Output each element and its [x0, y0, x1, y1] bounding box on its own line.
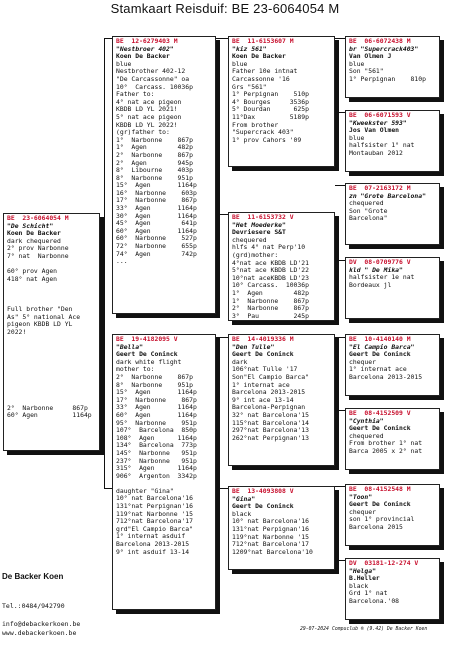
card-line: chequer — [349, 357, 376, 366]
card-line — [7, 359, 96, 367]
page-title: Stamkaart Reisduif: BE 23-6064054 M — [110, 1, 340, 16]
card-line: 4° Bourges 3536p — [232, 97, 309, 106]
card-line: blue — [349, 59, 365, 68]
connector-fm-fmf — [335, 185, 345, 186]
card-line: 17° Narbonne 867p — [116, 395, 197, 404]
card-line: 72° Narbonne 655p — [116, 242, 197, 251]
owner-name: Geert De Coninck — [232, 350, 294, 359]
card-line: 8° Narbonne 951p — [116, 173, 193, 182]
pedigree-card-mff — [345, 334, 440, 396]
card-line: dark white flight — [116, 357, 182, 366]
pedigree-card-fmf — [345, 183, 440, 245]
card-line: hlfs 4° nat Perp'10 — [232, 243, 306, 252]
connector-mf-mff — [335, 337, 345, 338]
card-line: 4° nat ace pigeon — [116, 97, 182, 106]
pigeon-name: "Den Tulle" — [232, 342, 275, 351]
owner-name: B.Heller — [349, 574, 380, 583]
connector-fm-fmm — [335, 260, 345, 261]
card-line: chequered — [349, 431, 384, 440]
owner-name: Geert De Coninck — [116, 350, 178, 359]
card-line: 60° Agen 1164p — [7, 411, 92, 420]
card-line: 131°nat Perpignan'16 — [116, 502, 193, 511]
card-line: 106°nat Tulle '17 — [232, 365, 298, 374]
card-line: Montauban 2012 — [349, 148, 403, 157]
card-line — [7, 337, 96, 345]
card-line: Barcelona 2013-2015 — [232, 388, 306, 397]
owner-name: Devriesere S&T — [232, 228, 286, 237]
card-line: 4°nat ace KBDB LD'21 — [232, 258, 309, 267]
card-line — [7, 382, 96, 390]
card-line: Grd 1° nat — [349, 589, 388, 598]
card-line: 712°nat Barcelona'17 — [232, 540, 309, 549]
card-line: 8° Narbonne 951p — [116, 380, 193, 389]
card-line: 60° prov Agen — [7, 267, 58, 276]
owner-name: Koen De Backer — [7, 229, 61, 238]
card-line: 5°nat ace KBDB LD'22 — [232, 266, 309, 275]
card-line: halfsister 1e nat — [349, 273, 415, 282]
card-line: Nestbrother 402-12 — [116, 67, 186, 76]
owner-name: Geert De Coninck — [349, 500, 411, 509]
card-line: halfsister 1° nat — [349, 141, 415, 150]
ring-number: BE 08-4152509 V — [349, 409, 411, 417]
pedigree-card-mm — [228, 486, 335, 570]
card-line: (grd)mother: — [232, 250, 279, 259]
card-line: 1° internat ace — [232, 380, 290, 389]
card-line: 17° Narbonne 867p — [116, 196, 197, 205]
card-line: 131°nat Perpignan'16 — [232, 524, 309, 533]
card-line: 10° Carcass. 10036p — [232, 281, 309, 290]
card-line: mother to: — [116, 365, 155, 374]
breeder-name: De Backer Koen — [2, 572, 64, 581]
ring-number: BE 14-4019336 M — [232, 335, 294, 343]
card-line: 1° prov Cahors '09 — [232, 135, 302, 144]
card-line: 1° Perpignan 810p — [349, 74, 426, 83]
connector-ff-fff — [335, 38, 345, 39]
connector-mm-mmm — [335, 560, 345, 561]
footer-date: 29-07-2024 — [300, 627, 329, 632]
card-line: 16° Narbonne 603p — [116, 188, 197, 197]
ring-number: BE 10-4140140 M — [349, 335, 411, 343]
card-line: 712°nat Barcelona'17 — [116, 517, 193, 526]
card-line: 74° Agen 742p — [116, 249, 197, 258]
card-line: 145° Narbonne 951p — [116, 448, 197, 457]
card-line: Full brother "Den — [7, 305, 73, 314]
pedigree-card-mfm — [345, 408, 440, 470]
pigeon-name: zn "Grote Barcelona" — [349, 191, 426, 200]
card-line: 1° Perpignan 510p — [232, 90, 309, 99]
card-line: 119°nat Narbonne '15 — [116, 509, 193, 518]
card-line: 2° Narbonne 867p — [7, 403, 88, 412]
ring-number: DV 03181-12-274 V — [349, 559, 419, 567]
ring-number: BE 06-6071593 V — [349, 111, 411, 119]
ring-number: BE 11-6153732 V — [232, 213, 294, 221]
card-line — [7, 367, 96, 375]
card-line: 119°nat Narbonne '15 — [232, 532, 309, 541]
card-line: 33° Agen 1164p — [116, 403, 197, 412]
pigeon-name: br "Supercrack403" — [349, 44, 419, 53]
pigeon-name: "Toon" — [349, 492, 373, 501]
card-line: Barcelona-Perpignan — [232, 403, 306, 412]
pedigree-card-mf — [228, 334, 335, 466]
card-line: From brother — [232, 120, 279, 129]
card-line: daughter "Gina" — [116, 486, 174, 495]
card-line: grd"El Campio Barca" — [116, 524, 193, 533]
ring-number: BE 07-2163172 M — [349, 184, 411, 192]
card-line: 10° nat Barcelona'16 — [232, 517, 309, 526]
card-line: pigeon KBDB LD YL — [7, 320, 73, 329]
pedigree-card-mmf — [345, 484, 440, 546]
card-line — [7, 291, 96, 299]
card-line: 2° Narbonne 867p — [116, 150, 193, 159]
card-line: black — [349, 581, 369, 590]
pedigree-card-ff — [228, 36, 335, 167]
pigeon-name: "Nestbroer 402" — [116, 44, 174, 53]
pigeon-name: "Het Moederke" — [232, 220, 286, 229]
card-line: 3° Pau 245p — [232, 311, 309, 320]
card-line: chequered — [349, 199, 384, 208]
card-line: 10° nat Barcelona'16 — [116, 494, 193, 503]
card-line: 134° Barcelona 773p — [116, 441, 197, 450]
card-line: chequered — [232, 235, 267, 244]
card-line: 10° Carcass. 10036p — [116, 82, 193, 91]
card-line: Barcelona 2013-2015 — [116, 540, 190, 549]
card-line: Barcelona 2015 — [349, 522, 403, 531]
owner-name: Geert De Coninck — [232, 502, 294, 511]
card-line: 15° Agen 1164p — [116, 388, 197, 397]
card-line: dark chequered — [7, 236, 61, 245]
card-line: 2° Narbonne 867p — [116, 372, 193, 381]
card-line: dark — [232, 357, 248, 366]
owner-name: Koen De Backer — [116, 52, 170, 61]
card-line: 237° Narbonne 951p — [116, 456, 197, 465]
owner-name: Van Olmen J — [349, 52, 392, 61]
card-line: 33° Agen 1164p — [116, 204, 197, 213]
card-line: 115°nat Barcelona'14 — [232, 418, 309, 427]
card-line: 60° Agen 1164p — [116, 410, 197, 419]
ring-number: BE 13-4093808 V — [232, 487, 294, 495]
card-line — [7, 352, 96, 360]
pigeon-name: "Cynthia" — [349, 416, 384, 425]
card-line: Son"El Campio Barca" — [232, 372, 309, 381]
ring-number: BE 19-4182095 V — [116, 335, 178, 343]
pedigree-card-fff — [345, 36, 440, 98]
ring-number: BE 12-6279403 M — [116, 37, 178, 45]
card-line: 15° Agen 1164p — [116, 181, 197, 190]
footer-software: Compuclub ® (9.42) De Backer Koen — [332, 627, 428, 632]
card-line: "Supercrack 403" — [232, 128, 294, 137]
card-line: 9° int asduif 13-14 — [116, 547, 190, 556]
pedigree-card-ffm — [345, 110, 440, 172]
card-line: Barcelona 2013-2015 — [349, 372, 423, 381]
pigeon-name: "Helga" — [349, 566, 376, 575]
card-line: blue — [349, 133, 365, 142]
card-line: 108° Agen 1164p — [116, 433, 197, 442]
card-line: ... — [116, 257, 128, 266]
card-line: blue — [232, 59, 248, 68]
card-line: 60° Agen 1164p — [116, 226, 197, 235]
card-line: son 1° provincial — [349, 515, 415, 524]
card-line: KBDB LD YL 2022! — [116, 120, 178, 129]
card-line: 418° nat Agen — [7, 274, 58, 283]
pedigree-card-mmm — [345, 558, 440, 620]
card-line — [7, 283, 96, 291]
card-line: 906° Argenton 3342p — [116, 471, 197, 480]
card-line: From brother 1° nat — [349, 439, 423, 448]
card-line: chequer — [349, 507, 376, 516]
card-line: 9° int ace 13-14 — [232, 395, 294, 404]
connector-father-ff — [216, 38, 228, 39]
card-line: 1° Narbonne 867p — [232, 296, 309, 305]
card-line: Father 10e intnat — [232, 67, 298, 76]
card-line — [7, 374, 96, 382]
owner-name: Jos Van Olmen — [349, 126, 400, 135]
card-line: Carcassonne '16 — [232, 74, 290, 83]
ring-number: BE 11-6153607 M — [232, 37, 294, 45]
ring-number: DV 08-0709776 V — [349, 258, 411, 266]
breeder-email[interactable]: info@debackerkoen.be — [2, 620, 81, 628]
card-line: 297°nat Barcelona'13 — [232, 426, 309, 435]
connector-mother-mf — [216, 337, 228, 338]
card-line: Barcelona.'08 — [349, 596, 400, 605]
connector-mm-mmf — [335, 486, 345, 487]
card-line: 1° Agen 482p — [116, 143, 193, 152]
card-line: Father to: — [116, 90, 155, 99]
card-line: 60° Narbonne 527p — [116, 234, 197, 243]
card-line: 32° nat Barcelona'15 — [232, 410, 309, 419]
card-line: KBDB LD YL 2021! — [116, 105, 178, 114]
card-line: (gr)father to: — [116, 128, 170, 137]
owner-name: Geert De Coninck — [349, 424, 411, 433]
card-line: Bordeaux jl — [349, 280, 392, 289]
card-line: 1° internat asduif — [116, 532, 186, 541]
pigeon-name: "El Campio Barca" — [349, 342, 415, 351]
connector-mf-mfm — [335, 410, 345, 411]
pigeon-name: "kiz 561" — [232, 44, 267, 53]
card-line: 5° Dourdan 625p — [232, 105, 309, 114]
pigeon-name: "Bella" — [116, 342, 143, 351]
ring-number: BE 23-6064054 M — [7, 214, 69, 222]
card-line: As" 5° national Ace — [7, 312, 81, 321]
ring-number: BE 06-6072438 M — [349, 37, 411, 45]
pedigree-card-mother — [112, 334, 216, 610]
breeder-website[interactable]: www.debackerkoen.be — [2, 629, 77, 637]
card-line — [7, 390, 96, 398]
card-line: 5° nat ace pigeon — [116, 112, 182, 121]
pedigree-card-subject — [3, 213, 100, 451]
card-line: 262°nat Perpignan'13 — [232, 433, 309, 442]
card-line: 8° Libourne 403p — [116, 166, 193, 175]
card-line: 2° prov Narbonne — [7, 244, 69, 253]
card-line: 1° internat ace — [349, 365, 407, 374]
card-line: 2° Agen 945p — [116, 158, 193, 167]
card-line: 2° Narbonne 867p — [232, 304, 309, 313]
card-line: Grs "561" — [232, 82, 267, 91]
card-line: Son "561" — [349, 67, 384, 76]
card-line: 95° Narbonne 951p — [116, 418, 197, 427]
owner-name: Geert De Coninck — [349, 350, 411, 359]
pedigree-card-father — [112, 36, 216, 314]
card-line: 1° Agen 482p — [232, 288, 309, 297]
pigeon-name: "Gina" — [232, 494, 256, 503]
pigeon-name: kld " De Mika" — [349, 265, 403, 274]
card-line: 11°Dax 5189p — [232, 112, 309, 121]
card-line: 1209°nat Barcelona'10 — [232, 547, 313, 556]
ring-number: BE 08-4152548 M — [349, 485, 411, 493]
breeder-phone: Tel.:0484/942790 — [2, 602, 65, 610]
card-line: Son "Grote — [349, 206, 388, 215]
card-line: 1° Narbonne 867p — [116, 135, 193, 144]
card-line: Barca 2005 x 2° nat — [349, 446, 423, 455]
card-line: 107° Barcelona 850p — [116, 426, 197, 435]
pedigree-card-fm — [228, 212, 335, 321]
connector-mother-mm — [216, 488, 228, 489]
card-line: 7° nat Narbonne — [7, 251, 69, 260]
owner-name: Koen De Backer — [232, 52, 286, 61]
card-line: 30° Agen 1164p — [116, 211, 197, 220]
card-line: blue — [116, 59, 132, 68]
card-line: "De Carcassonne" oa — [116, 74, 190, 83]
pigeon-name: "Kweekster 593" — [349, 118, 407, 127]
card-line: 45° Agen 641p — [116, 219, 197, 228]
card-line: 10°nat aceKBDB LD'23 — [232, 273, 309, 282]
pigeon-name: "De Schicht" — [7, 221, 54, 230]
connector-father-fm — [216, 214, 228, 215]
card-line: 2022! — [7, 327, 27, 336]
card-line — [7, 344, 96, 352]
card-line: black — [232, 509, 252, 518]
card-line: Barcelona" — [349, 214, 388, 223]
card-line: 315° Agen 1164p — [116, 464, 197, 473]
connector-ff-ffm — [335, 112, 345, 113]
pedigree-card-fmm — [345, 257, 440, 319]
